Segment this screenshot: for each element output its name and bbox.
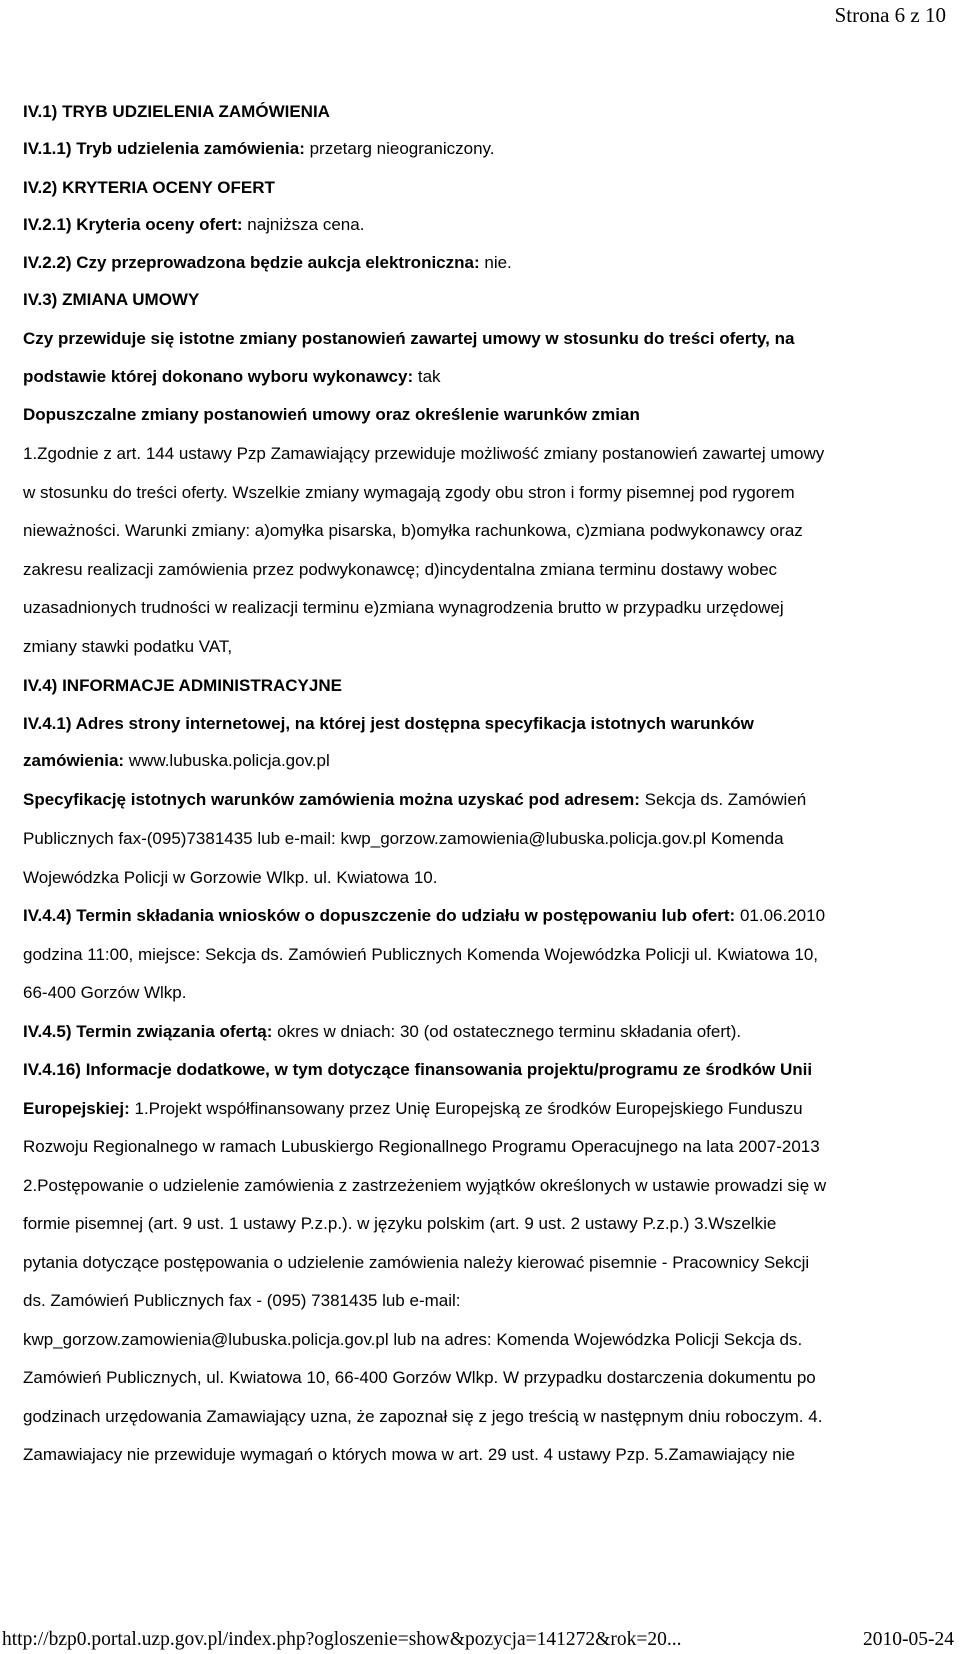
text-segment: w stosunku do treści oferty. Wszelkie zmiany wymagają zgody obu stron i formy pisemnej pod rygorem bbox=[23, 483, 795, 502]
text-segment: ds. Zamówień Publicznych fax - (095) 7381435 lub e-mail: bbox=[23, 1291, 461, 1310]
text-segment: 66-400 Gorzów Wlkp. bbox=[23, 983, 187, 1002]
text-segment: Zamawiajacy nie przewiduje wymagań o których mowa w art. 29 ust. 4 ustawy Pzp. 5.Zamawiający nie bbox=[23, 1445, 795, 1464]
text-line bbox=[23, 1020, 741, 1044]
text-segment: nie. bbox=[479, 253, 512, 272]
text-segment: pytania dotyczące postępowania o udzielenie zamówienia należy kierować pisemnie - Pracownicy Sekcji bbox=[23, 1253, 810, 1272]
text-segment: najniższa cena. bbox=[242, 215, 365, 234]
text-line bbox=[23, 943, 818, 967]
bold-text: IV.1) TRYB UDZIELENIA ZAMÓWIENIA bbox=[23, 102, 330, 121]
text-segment: Zamówień Publicznych, ul. Kwiatowa 10, 66-400 Gorzów Wlkp. W przypadku dostarczenia dokumentu po bbox=[23, 1368, 816, 1387]
bold-text: IV.4.5) Termin związania ofertą: bbox=[23, 1022, 273, 1041]
text-segment: godzinach urzędowania Zamawiający uzna, że zapoznał się z jego treścią w następnym dniu roboczym. 4. bbox=[23, 1407, 823, 1426]
text-line bbox=[23, 788, 806, 812]
text-line bbox=[23, 635, 232, 659]
text-line bbox=[23, 1289, 461, 1313]
bold-text: IV.2) KRYTERIA OCENY OFERT bbox=[23, 178, 275, 197]
page-number: Strona 6 z 10 bbox=[834, 3, 946, 27]
text-line bbox=[23, 1174, 826, 1198]
text-segment: 1.Zgodnie z art. 144 ustawy Pzp Zamawiający przewiduje możliwość zmiany postanowień zawartej umowy bbox=[23, 444, 825, 463]
text-line bbox=[23, 1366, 816, 1390]
text-line bbox=[23, 1443, 795, 1467]
text-line bbox=[23, 288, 199, 312]
text-segment: okres w dniach: 30 (od ostatecznego terminu składania ofert). bbox=[272, 1022, 742, 1041]
text-line bbox=[23, 749, 330, 773]
bold-text: zamówienia: bbox=[23, 751, 125, 770]
text-line bbox=[23, 712, 754, 736]
text-segment: godzina 11:00, miejsce: Sekcja ds. Zamówień Publicznych Komenda Wojewódzka Policji ul. Kwiatowa 10, bbox=[23, 945, 818, 964]
text-line bbox=[23, 442, 824, 466]
bold-text: IV.2.2) Czy przeprowadzona będzie aukcja elektroniczna: bbox=[23, 253, 480, 272]
bold-text: Dopuszczalne zmiany postanowień umowy oraz określenie warunków zmian bbox=[23, 405, 640, 424]
text-line bbox=[23, 481, 795, 505]
text-segment: zakresu realizacji zamówienia przez podwykonawcę; d)incydentalna zmiana terminu dostawy wobec bbox=[23, 560, 778, 579]
bold-text: Europejskiej: bbox=[23, 1099, 130, 1118]
bold-text: IV.3) ZMIANA UMOWY bbox=[23, 290, 200, 309]
text-segment: kwp_gorzow.zamowienia@lubuska.policja.gov.pl lub na adres: Komenda Wojewódzka Policji Sekcja ds. bbox=[23, 1330, 803, 1349]
text-segment: zmiany stawki podatku VAT, bbox=[23, 637, 233, 656]
text-line bbox=[23, 137, 494, 161]
text-line bbox=[23, 674, 342, 698]
text-segment: uzasadnionych trudności w realizacji terminu e)zmiana wynagrodzenia brutto w przypadku urzędowej bbox=[23, 598, 784, 617]
text-line bbox=[23, 403, 640, 427]
bold-text: Specyfikację istotnych warunków zamówienia można uzyskać pod adresem: bbox=[23, 790, 640, 809]
text-line bbox=[23, 1328, 802, 1352]
text-line bbox=[23, 558, 777, 582]
text-line bbox=[23, 327, 794, 351]
text-line bbox=[23, 519, 803, 543]
bold-text: IV.4.1) Adres strony internetowej, na której jest dostępna specyfikacja istotnych warunków bbox=[23, 714, 754, 733]
text-segment: Publicznych fax-(095)7381435 lub e-mail: kwp_gorzow.zamowienia@lubuska.policja.gov.pl Komenda bbox=[23, 829, 784, 848]
text-line bbox=[23, 981, 186, 1005]
text-segment: www.lubuska.policja.gov.pl bbox=[124, 751, 330, 770]
text-line bbox=[23, 213, 364, 237]
text-line bbox=[23, 904, 825, 928]
text-line bbox=[23, 1097, 803, 1121]
text-segment: nieważności. Warunki zmiany: a)omyłka pisarska, b)omyłka rachunkowa, c)zmiana podwykonawcy oraz bbox=[23, 521, 803, 540]
text-segment: formie pisemnej (art. 9 ust. 1 ustawy P.z.p.). w języku polskim (art. 9 ust. 2 ustawy P.z.p.) 3.Wszelkie bbox=[23, 1214, 777, 1233]
text-line bbox=[23, 1251, 809, 1275]
footer-date: 2010-05-24 bbox=[863, 1629, 954, 1650]
text-line bbox=[23, 866, 437, 890]
text-line bbox=[23, 596, 784, 620]
bold-text: Czy przewiduje się istotne zmiany postanowień zawartej umowy w stosunku do treści oferty, na bbox=[23, 329, 795, 348]
text-segment: 01.06.2010 bbox=[735, 906, 826, 925]
text-segment: Rozwoju Regionalnego w ramach Lubuskiergo Regionallnego Programu Operacujnego na lata 2007-2013 bbox=[23, 1137, 820, 1156]
text-line bbox=[23, 251, 512, 275]
text-line bbox=[23, 176, 275, 200]
text-line bbox=[23, 1135, 820, 1159]
bold-text: IV.1.1) Tryb udzielenia zamówienia: bbox=[23, 139, 305, 158]
text-line bbox=[23, 1058, 812, 1082]
text-line bbox=[23, 1212, 776, 1236]
text-segment: Wojewódzka Policji w Gorzowie Wlkp. ul. Kwiatowa 10. bbox=[23, 868, 438, 887]
text-line bbox=[23, 1405, 822, 1429]
bold-text: IV.4.4) Termin składania wniosków o dopuszczenie do udziału w postępowaniu lub ofert: bbox=[23, 906, 736, 925]
text-segment: 2.Postępowanie o udzielenie zamówienia z zastrzeżeniem wyjątków określonych w ustawie prowadzi się w bbox=[23, 1176, 827, 1195]
bold-text: podstawie której dokonano wyboru wykonawcy: bbox=[23, 367, 414, 386]
text-line bbox=[23, 100, 330, 124]
bold-text: IV.4) INFORMACJE ADMINISTRACYJNE bbox=[23, 676, 342, 695]
text-line bbox=[23, 827, 784, 851]
text-segment: 1.Projekt współfinansowany przez Unię Europejską ze środków Europejskiego Funduszu bbox=[129, 1099, 803, 1118]
footer-url: http://bzp0.portal.uzp.gov.pl/index.php?ogloszenie=show&pozycja=141272&rok=20... bbox=[2, 1629, 682, 1650]
text-line bbox=[23, 365, 441, 389]
bold-text: IV.4.16) Informacje dodatkowe, w tym dotyczące finansowania projektu/programu ze środków Unii bbox=[23, 1060, 813, 1079]
bold-text: IV.2.1) Kryteria oceny ofert: bbox=[23, 215, 243, 234]
text-segment: Sekcja ds. Zamówień bbox=[639, 790, 807, 809]
text-segment: tak bbox=[413, 367, 441, 386]
text-segment: przetarg nieograniczony. bbox=[304, 139, 495, 158]
